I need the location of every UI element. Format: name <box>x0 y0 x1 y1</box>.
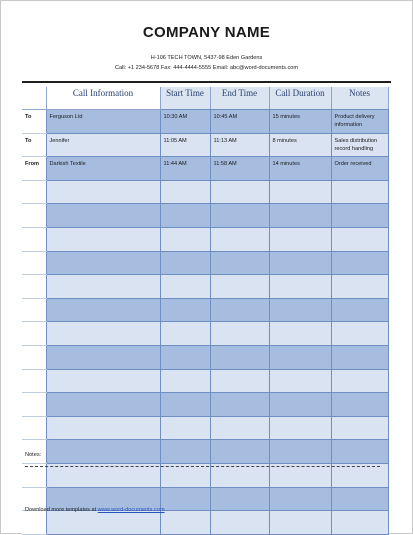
direction-header <box>22 87 46 110</box>
call-duration-cell[interactable] <box>269 345 331 369</box>
direction-cell[interactable] <box>22 204 46 228</box>
header-rule <box>22 81 391 83</box>
call-duration-cell[interactable] <box>269 180 331 204</box>
column-header-call-duration: Call Duration <box>269 87 331 110</box>
notes-cell[interactable] <box>331 511 388 535</box>
start-time-cell[interactable]: 11:44 AM <box>160 157 210 181</box>
start-time-cell[interactable] <box>160 227 210 251</box>
footer <box>25 507 165 513</box>
table-row <box>22 298 388 322</box>
call-duration-cell[interactable] <box>269 322 331 346</box>
party-cell[interactable] <box>46 275 160 299</box>
party-cell[interactable] <box>46 440 160 464</box>
party-cell[interactable] <box>46 369 160 393</box>
call-duration-cell[interactable] <box>269 511 331 535</box>
party-cell[interactable] <box>46 393 160 417</box>
notes-cell[interactable] <box>331 416 388 440</box>
notes-cell[interactable] <box>331 298 388 322</box>
notes-cell[interactable] <box>331 487 388 511</box>
start-time-cell[interactable] <box>160 204 210 228</box>
table-row <box>22 110 388 134</box>
start-time-cell[interactable] <box>160 322 210 346</box>
call-duration-cell[interactable]: 14 minutes <box>269 157 331 181</box>
party-cell[interactable]: Darkish Textile <box>46 157 160 181</box>
direction-cell[interactable] <box>22 511 46 535</box>
notes-cell[interactable]: Order received <box>331 157 388 181</box>
footer-link[interactable]: www.word-documents.com <box>97 507 165 513</box>
table-row <box>22 393 388 417</box>
direction-cell[interactable] <box>22 416 46 440</box>
start-time-cell[interactable] <box>160 275 210 299</box>
table-row <box>22 369 388 393</box>
start-time-cell[interactable] <box>160 440 210 464</box>
table-row <box>22 511 388 535</box>
call-duration-cell[interactable] <box>269 251 331 275</box>
call-duration-cell[interactable] <box>269 227 331 251</box>
direction-cell[interactable] <box>22 227 46 251</box>
party-cell[interactable] <box>46 227 160 251</box>
direction-cell[interactable] <box>22 275 46 299</box>
notes-cell[interactable] <box>331 393 388 417</box>
table-row <box>22 345 388 369</box>
end-time-cell[interactable] <box>210 393 269 417</box>
end-time-cell[interactable] <box>210 180 269 204</box>
notes-cell[interactable] <box>331 322 388 346</box>
call-log-body <box>22 110 388 535</box>
notes-cell[interactable] <box>331 204 388 228</box>
table-row <box>22 275 388 299</box>
column-header-end-time: End Time <box>210 87 269 110</box>
end-time-cell[interactable] <box>210 251 269 275</box>
end-time-cell[interactable] <box>210 511 269 535</box>
table-row <box>22 133 388 157</box>
column-header-notes: Notes <box>331 87 388 110</box>
start-time-cell[interactable] <box>160 416 210 440</box>
direction-cell[interactable] <box>22 345 46 369</box>
direction-cell[interactable] <box>22 393 46 417</box>
notes-cell[interactable] <box>331 251 388 275</box>
direction-cell[interactable] <box>22 369 46 393</box>
table-row <box>22 322 388 346</box>
notes-cell[interactable]: Sales distribution record handling <box>331 133 388 157</box>
party-cell[interactable] <box>46 511 160 535</box>
end-time-cell[interactable] <box>210 322 269 346</box>
call-duration-cell[interactable]: 8 minutes <box>269 133 331 157</box>
end-time-cell[interactable] <box>210 416 269 440</box>
end-time-cell[interactable]: 11:58 AM <box>210 157 269 181</box>
table-row <box>22 251 388 275</box>
start-time-cell[interactable] <box>160 345 210 369</box>
table-row <box>22 204 388 228</box>
direction-cell[interactable]: To <box>22 110 46 134</box>
column-header-call-information: Call Information <box>46 87 160 110</box>
notes-label: Notes: <box>25 452 42 458</box>
footer-text: Download more templates at <box>25 507 98 513</box>
table-row <box>22 180 388 204</box>
call-duration-cell[interactable] <box>269 416 331 440</box>
table-row <box>22 157 388 181</box>
end-time-cell[interactable] <box>210 298 269 322</box>
end-time-cell[interactable] <box>210 204 269 228</box>
party-cell[interactable] <box>46 345 160 369</box>
notes-cell[interactable] <box>331 440 388 464</box>
end-time-cell[interactable] <box>210 369 269 393</box>
end-time-cell[interactable] <box>210 227 269 251</box>
table-row <box>22 416 388 440</box>
party-cell[interactable] <box>46 204 160 228</box>
end-time-cell[interactable] <box>210 440 269 464</box>
direction-cell[interactable]: From <box>22 157 46 181</box>
direction-cell[interactable] <box>22 180 46 204</box>
start-time-cell[interactable] <box>160 487 210 511</box>
start-time-cell[interactable]: 10:30 AM <box>160 110 210 134</box>
call-duration-cell[interactable] <box>269 298 331 322</box>
party-cell[interactable] <box>46 251 160 275</box>
party-cell[interactable] <box>46 322 160 346</box>
table-row <box>22 440 388 464</box>
call-duration-cell[interactable] <box>269 487 331 511</box>
notes-cell[interactable] <box>331 369 388 393</box>
company-name: COMPANY NAME <box>142 24 271 41</box>
party-cell[interactable]: Ferguson Ltd <box>46 110 160 134</box>
notes-cell[interactable]: Product delivery information <box>331 110 388 134</box>
call-duration-cell[interactable] <box>269 369 331 393</box>
end-time-cell[interactable] <box>210 345 269 369</box>
end-time-cell[interactable] <box>210 487 269 511</box>
end-time-cell[interactable] <box>210 275 269 299</box>
notes-cell[interactable] <box>331 275 388 299</box>
call-duration-cell[interactable] <box>269 393 331 417</box>
party-cell[interactable] <box>46 180 160 204</box>
direction-cell[interactable] <box>22 251 46 275</box>
direction-cell[interactable]: To <box>22 133 46 157</box>
start-time-cell[interactable]: 11:05 AM <box>160 133 210 157</box>
party-cell[interactable] <box>46 416 160 440</box>
party-cell[interactable]: Jennifer <box>46 133 160 157</box>
notes-cell[interactable] <box>331 227 388 251</box>
party-cell[interactable] <box>46 298 160 322</box>
company-contact: Call: +1 234-5678 Fax: 444-4444-5555 Email: abc@word-documents.com <box>114 65 299 71</box>
call-duration-cell[interactable] <box>269 275 331 299</box>
column-header-start-time: Start Time <box>160 87 210 110</box>
company-address: H-106 TECH TOWN, 5437-98 Eden Gardens <box>150 55 263 61</box>
start-time-cell[interactable] <box>160 251 210 275</box>
start-time-cell[interactable] <box>160 393 210 417</box>
call-duration-cell[interactable] <box>269 440 331 464</box>
call-log-table <box>22 87 389 535</box>
end-time-cell[interactable]: 10:45 AM <box>210 110 269 134</box>
table-row <box>22 227 388 251</box>
start-time-cell[interactable] <box>160 180 210 204</box>
table-header-row <box>22 87 388 110</box>
start-time-cell[interactable] <box>160 511 210 535</box>
direction-cell[interactable] <box>22 298 46 322</box>
start-time-cell[interactable] <box>160 369 210 393</box>
notes-cell[interactable] <box>331 345 388 369</box>
end-time-cell[interactable]: 11:13 AM <box>210 133 269 157</box>
call-duration-cell[interactable] <box>269 204 331 228</box>
notes-line <box>25 466 380 467</box>
notes-cell[interactable] <box>331 180 388 204</box>
direction-cell[interactable] <box>22 322 46 346</box>
start-time-cell[interactable] <box>160 298 210 322</box>
call-duration-cell[interactable]: 15 minutes <box>269 110 331 134</box>
